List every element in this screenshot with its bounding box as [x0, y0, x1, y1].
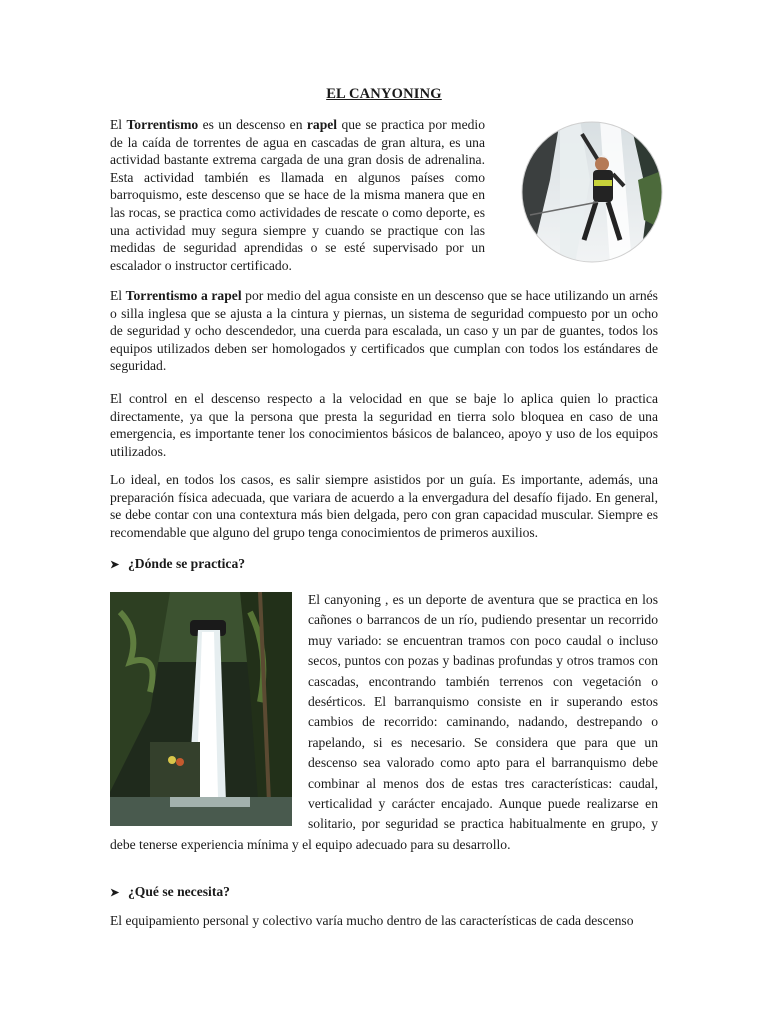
paragraph-control: El control en el descenso respecto a la velocidad en que se baje lo aplica quien lo practica directamente, ya que la persona que presta la seguridad en tierra solo bloquea en caso de una emergencia, es importante tener los conocimientos básicos de balanceo, apoyo y uso de los equipos utilizados. [110, 391, 658, 459]
paragraph-ideal: Lo ideal, en todos los casos, es salir siempre asistidos por un guía. Es importante, además, una preparación física adecuada, que variara de acuerdo a la envergadura del desafío fijado. En general, se debe contar con una contextura más bien delgada, pero con gran capacidad muscular. Siempre es recomendable que alguno del grupo tenga conocimientos de primeros auxilios. [110, 472, 658, 540]
paragraph-torrentismo: El Torrentismo es un descenso en rapel que se practica por medio de la caída de torrentes de agua en cascadas de gran altura, es una actividad bastante extrema cargada de una gran dosis de adrenalina. Esta actividad también es llamada en algunos países como barroquismo, este descenso que se hace de la misma manera que en las rocas, se practica como actividades de rescate o como deporte, es una actividad muy segura siempre y cuando se practique con las medidas de seguridad aprendidas o se esté supervisado por un escalador o instructor certificado. [110, 117, 485, 273]
paragraph-equipamiento: El equipamiento personal y colectivo varía mucho dentro de las características de cada descenso [110, 913, 634, 928]
heading-que-necesita: ➤ ¿Qué se necesita? [110, 884, 230, 899]
rappel-waterfall-photo [520, 120, 664, 264]
paragraph-torrentismo-rapel: El Torrentismo a rapel por medio del agua consiste en un descenso que se hace utilizando un arnés o silla inglesa que se ajusta a la cintura y piernas, un sistema de seguridad compuesto por un ocho de seguridad y ocho descendedor, una cuerda para escalada, un caso y un par de guantes, todos los equipos utilizados deben ser homologados y certificados que cumplan con todos los estándares de seguridad. [110, 288, 658, 374]
arrowhead-bullet-icon: ➤ [110, 887, 120, 899]
arrowhead-bullet-icon: ➤ [110, 559, 120, 571]
heading-donde-practica: ➤ ¿Dónde se practica? [110, 556, 246, 571]
page-title: EL CANYONING [326, 86, 442, 102]
waterfall-jungle-photo [110, 592, 292, 826]
paragraph-canyoning: El canyoning , es un deporte de aventura que se practica en los cañones o barrancos de un río, pudiendo presentar un recorrido muy variado: se encuentran tramos con poco caudal o incluso secos, puntos con pozas y badinas profundas y otros tramos con cascadas, encontrando también terrenos con vegetación o desérticos. El barranquismo consiste en ir superando estos cambios de recorrido: caminando, nadando, destrepando o rapelando, si es necesario. Se considera que para que un descenso sea valorado como apto para el barranquismo debe combinar al menos dos de estas tres características: caudal, verticalidad y carácter encajado. Aunque puede realizarse en solitario, por seguridad se practica habitualmente en grupo, y debe tenerse experiencia mínima y el equipo adecuado para su desarrollo. [110, 592, 658, 852]
